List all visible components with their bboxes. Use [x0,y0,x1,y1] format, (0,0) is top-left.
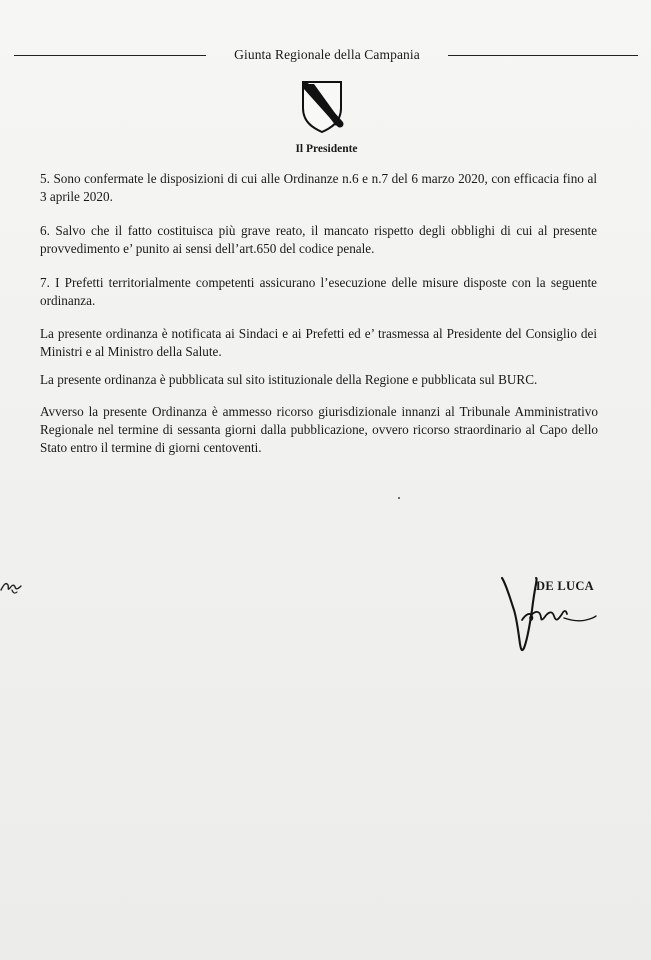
letterhead-rule-left [14,55,206,56]
letterhead [14,48,638,62]
paper-speck [398,497,400,499]
appeal-paragraph: Avverso la presente Ordinanza è ammesso ricorso giurisdizionale innanzi al Tribunale Amministrativo Regionale nel termine di sessanta giorni dalla pubblicazione, ovvero ricorso straordinario al Capo dello Stato entro il termine di giorni centoventi. [40,404,598,455]
regional-coat-of-arms-icon [300,80,344,134]
office-title-text: Il Presidente [295,143,358,155]
handwritten-margin-mark-icon [0,576,24,596]
office-title [0,143,651,155]
paragraph-7: 7. I Prefetti territorialmente competenti assicurano l’esecuzione delle misure disposte con la seguente ordinanza. [40,275,597,308]
notification-paragraph: La presente ordinanza è notificata ai Sindaci e ai Prefetti ed e’ trasmessa al Presidente del Consiglio dei Ministri e al Ministro della Salute. [40,326,597,359]
signer-name: DE LUCA [536,579,595,593]
letterhead-rule-right [448,55,638,56]
publication-paragraph: La presente ordinanza è pubblicata sul sito istituzionale della Regione e pubblicata sul BURC. [40,372,538,387]
paragraph-6: 6. Salvo che il fatto costituisca più grave reato, il mancato rispetto degli obblighi di cui al presente provvedimento e’ punito ai sensi dell’art.650 del codice penale. [40,223,597,256]
letterhead-title: Giunta Regionale della Campania [234,47,420,62]
paragraph-5: 5. Sono confermate le disposizioni di cui alle Ordinanze n.6 e n.7 del 6 marzo 2020, con efficacia fino al 3 aprile 2020. [40,171,597,204]
